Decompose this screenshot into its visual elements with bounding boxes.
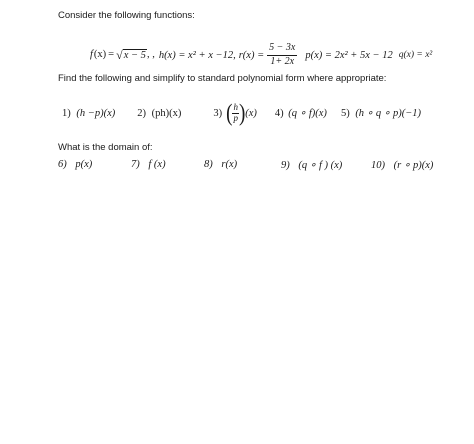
f-name: f <box>90 49 93 61</box>
f-radicand: x − 5 <box>123 49 146 61</box>
domain-item-10 <box>371 159 433 171</box>
problem-3 <box>213 99 257 127</box>
domain-item-7 <box>131 159 166 170</box>
item-number: 9) <box>281 160 290 171</box>
item-number: 10) <box>371 160 385 171</box>
r-denominator: 1+ 2x <box>270 55 295 67</box>
domain-item-9 <box>281 159 342 171</box>
instruction-text: Find the following and simplify to standard polynomial form where appropriate: <box>58 73 387 84</box>
problem-number: 3) <box>213 107 223 119</box>
function-definitions <box>90 40 432 70</box>
sqrt-symbol <box>116 49 147 62</box>
item-expression: (q ∘ f ) (x) <box>298 160 343 171</box>
problem-1 <box>62 108 115 119</box>
item-number: 7) <box>131 159 140 170</box>
r-definition <box>239 43 298 67</box>
radical-sign: √ <box>116 48 123 63</box>
problem-expression: (q ∘ f)(x) <box>288 108 327 119</box>
item-expression: (r ∘ p)(x) <box>393 160 434 171</box>
problem-2 <box>137 108 181 119</box>
problem-number: 1) <box>62 107 71 119</box>
right-paren: ) <box>238 99 246 127</box>
f-arg: (x) <box>93 49 107 61</box>
h-definition: h(x) = x² + x −12, <box>158 49 236 61</box>
item-number: 6) <box>58 159 67 170</box>
problem-number: 4) <box>274 108 284 119</box>
domain-item-6 <box>58 159 92 170</box>
r-numerator: 5 − 3x <box>267 43 297 56</box>
domain-item-8 <box>204 159 237 170</box>
problem-4 <box>275 107 327 119</box>
intro-text: Consider the following functions: <box>58 10 195 21</box>
f-definition <box>90 49 155 62</box>
problems-row <box>62 100 421 126</box>
q-definition: q(x) = x² <box>398 50 433 60</box>
problem-expression: (x) <box>245 107 257 119</box>
item-expression: r(x) <box>221 159 238 170</box>
left-paren: ( <box>226 99 233 127</box>
fraction-numerator: h <box>233 102 238 113</box>
problem-number: 2) <box>137 107 146 119</box>
f-trail: , , <box>146 49 155 61</box>
r-lhs: r(x) = <box>238 49 265 61</box>
problem-expression: (h −p)(x) <box>76 107 116 119</box>
fraction-denominator: p <box>233 112 238 123</box>
item-number: 8) <box>204 159 213 170</box>
item-expression: f (x) <box>148 159 166 170</box>
problem-expression: (h ∘ q ∘ p)(−1) <box>355 108 422 119</box>
domain-heading: What is the domain of: <box>58 142 153 153</box>
p-definition: p(x) = 2x² + 5x − 12 <box>305 49 393 61</box>
problem-number: 5) <box>340 108 350 119</box>
f-eq: = <box>108 49 115 61</box>
r-fraction <box>267 43 297 67</box>
item-expression: p(x) <box>75 159 93 170</box>
problem-expression: (ph)(x) <box>151 107 182 119</box>
problem-5 <box>341 107 421 119</box>
